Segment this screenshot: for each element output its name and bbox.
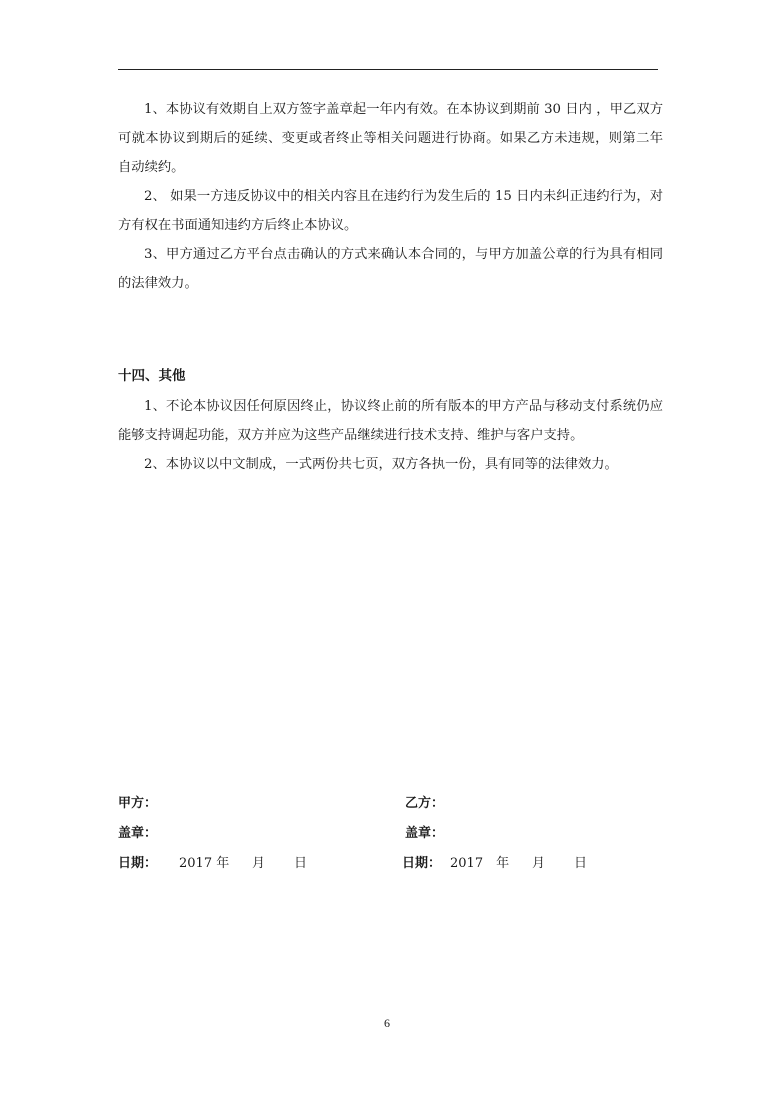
- party-b-date-month: 月: [532, 856, 546, 871]
- clause-other-2: 2、本协议以中文制成，一式两份共七页，双方各执一份，具有同等的法律效力。: [144, 457, 618, 472]
- clause-termination-1: 1、本协议有效期自上双方签字盖章起一年内有效。在本协议到期前 30 日内 ，甲乙双方可就本协议到期后的延续、变更或者终止等相关问题进行协商。如果乙方未违规，则第二年自动续约。: [118, 102, 663, 175]
- party-b-date-year: 2017 年: [450, 856, 510, 871]
- party-b-date-label: 日期：: [402, 856, 442, 871]
- party-b-label: 乙方：: [405, 796, 445, 811]
- party-a-date-day: 日: [294, 856, 308, 871]
- party-a-label: 甲方：: [118, 796, 158, 811]
- party-a-seal-label: 盖章：: [118, 826, 158, 841]
- party-b-seal-label: 盖章：: [405, 826, 445, 841]
- section-heading-other: 十四、其他: [118, 368, 186, 384]
- clause-termination-2: 2、 如果一方违反协议中的相关内容且在违约行为发生后的 15 日内未纠正违约行为，对方有权在书面通知违约方后终止本协议。: [118, 189, 663, 233]
- party-a-date-year: 2017 年: [179, 856, 230, 871]
- party-a-date-label: 日期：: [118, 856, 158, 871]
- clause-other-1: 1、不论本协议因任何原因终止，协议终止前的所有版本的甲方产品与移动支付系统仍应能够支持调起功能，双方并应为这些产品继续进行技术支持、维护与客户支持。: [118, 399, 663, 443]
- party-a-date-month: 月: [252, 856, 266, 871]
- page-number: 6: [384, 1016, 390, 1030]
- clause-termination-3: 3、甲方通过乙方平台点击确认的方式来确认本合同的，与甲方加盖公章的行为具有相同的法律效力。: [118, 247, 663, 291]
- party-b-date-day: 日: [574, 856, 588, 871]
- header-rule: [118, 69, 658, 70]
